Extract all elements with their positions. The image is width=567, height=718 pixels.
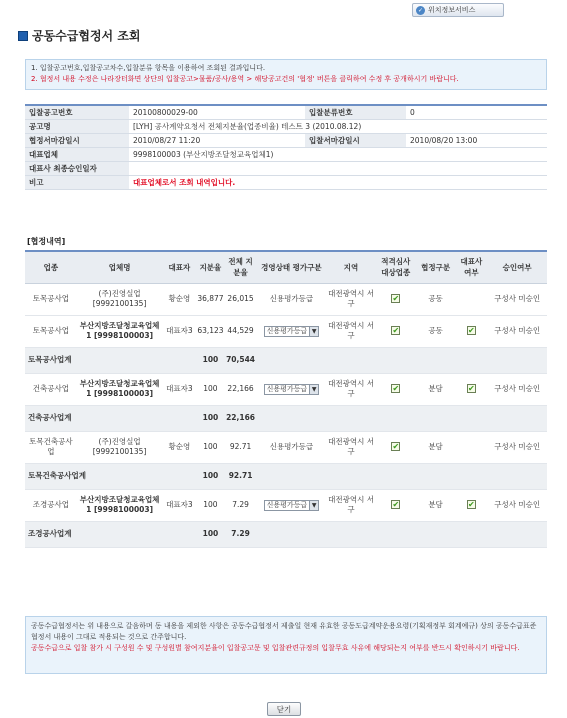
cell-is-rep bbox=[455, 315, 487, 347]
cell-is-rep bbox=[455, 431, 487, 463]
summary-table bbox=[25, 104, 547, 190]
close-button[interactable]: 닫기 bbox=[267, 702, 301, 716]
column-header: 협정구분 bbox=[416, 251, 456, 283]
qual-checkbox[interactable]: ✔ bbox=[392, 326, 400, 335]
table-header-row bbox=[25, 251, 547, 283]
cell-kind: 분담 bbox=[416, 489, 456, 521]
cell-total-share: 26,015 bbox=[225, 283, 257, 315]
cell-region: 대전광역시 서구 bbox=[326, 283, 376, 315]
eval-select-value: 신용평가등급 bbox=[266, 501, 308, 509]
subtotal-total: 70,544 bbox=[225, 347, 257, 373]
cell-total-share: 44,529 bbox=[225, 315, 257, 347]
table-row bbox=[25, 489, 547, 521]
cell-qual bbox=[376, 431, 416, 463]
table-row bbox=[25, 283, 547, 315]
cell-kind: 공동 bbox=[416, 315, 456, 347]
cell-region: 대전광역시 서구 bbox=[326, 315, 376, 347]
cell-company: 부산지방조달청교육업체1 [9998100003] bbox=[77, 315, 163, 347]
subtotal-total: 22,166 bbox=[225, 405, 257, 431]
cell-eval bbox=[257, 489, 327, 521]
table-row bbox=[25, 431, 547, 463]
column-header: 업체명 bbox=[77, 251, 163, 283]
cell-approve: 구성사 미승인 bbox=[487, 315, 547, 347]
agreement-table bbox=[25, 250, 547, 548]
rep-company-label: 대표업체 bbox=[25, 147, 129, 161]
column-header: 지분율 bbox=[196, 251, 224, 283]
rep-checkbox[interactable]: ✔ bbox=[468, 384, 475, 393]
bid-class-label: 입찰분류번호 bbox=[305, 105, 406, 119]
cell-eval bbox=[257, 315, 327, 347]
location-service-button[interactable] bbox=[412, 3, 504, 17]
cell-rep: 대표자3 bbox=[163, 489, 197, 521]
remark-label: 비고 bbox=[25, 175, 129, 189]
eval-select-value: 신용평가등급 bbox=[266, 385, 308, 393]
cell-company: 부산지방조달청교육업체1 [9998100003] bbox=[77, 373, 163, 405]
bid-no-label: 입찰공고번호 bbox=[25, 105, 129, 119]
subtotal-share: 100 bbox=[196, 405, 224, 431]
cell-industry: 토목공사업 bbox=[25, 315, 77, 347]
subtotal-label: 토목공사업계 bbox=[25, 347, 163, 373]
cell-industry: 토목건축공사업 bbox=[25, 431, 77, 463]
cell-kind: 분담 bbox=[416, 431, 456, 463]
cell-qual bbox=[376, 489, 416, 521]
column-header: 지역 bbox=[326, 251, 376, 283]
cell-qual bbox=[376, 283, 416, 315]
cell-is-rep bbox=[455, 283, 487, 315]
cell-rep: 대표자3 bbox=[163, 315, 197, 347]
cell-company: 부산지방조달청교육업체1 [9998100003] bbox=[77, 489, 163, 521]
column-header: 전체 지분율 bbox=[225, 251, 257, 283]
cell-approve: 구성사 미승인 bbox=[487, 431, 547, 463]
page-title: 공동수급협정서 조회 bbox=[32, 29, 141, 43]
eval-select[interactable] bbox=[264, 326, 320, 337]
qual-checkbox[interactable]: ✔ bbox=[392, 442, 400, 451]
cell-region: 대전광역시 서구 bbox=[326, 489, 376, 521]
table-row bbox=[25, 373, 547, 405]
subtotal-row bbox=[25, 347, 547, 373]
rep-checkbox[interactable]: ✔ bbox=[468, 326, 475, 335]
cell-industry: 토목공사업 bbox=[25, 283, 77, 315]
cell-share: 100 bbox=[196, 373, 224, 405]
notice-name-label: 공고명 bbox=[25, 119, 129, 133]
subtotal-rest bbox=[257, 405, 547, 431]
subtotal-total: 92.71 bbox=[225, 463, 257, 489]
cell-company: (주)진영실업 [9992100135] bbox=[77, 283, 163, 315]
subtotal-rest bbox=[257, 463, 547, 489]
location-service-label: 위치정보서비스 bbox=[428, 6, 476, 14]
cell-rep: 황순영 bbox=[163, 431, 197, 463]
qual-checkbox[interactable]: ✔ bbox=[392, 384, 400, 393]
subtotal-total: 7.29 bbox=[225, 521, 257, 547]
location-icon: ✓ bbox=[417, 6, 424, 14]
cell-rep: 대표자3 bbox=[163, 373, 197, 405]
eval-select[interactable] bbox=[264, 500, 320, 511]
cell-qual bbox=[376, 315, 416, 347]
subtotal-label: 토목건축공사업계 bbox=[25, 463, 163, 489]
cell-kind: 공동 bbox=[416, 283, 456, 315]
column-header: 승인여부 bbox=[487, 251, 547, 283]
info-line-2: 2. 협정서 내용 수정은 나라장터화면 상단의 입찰공고>물품/공사/용역 > 해당공고건의 '협정' 버튼을 클릭하여 수정 후 공개하시기 바랍니다. bbox=[31, 75, 459, 83]
cell-industry: 건축공사업 bbox=[25, 373, 77, 405]
bid-deadline-value: 2010/08/20 13:00 bbox=[406, 133, 547, 147]
chevron-down-icon: ▼ bbox=[309, 385, 318, 394]
cell-company: (주)진영실업 [9992100135] bbox=[77, 431, 163, 463]
subtotal-row bbox=[25, 405, 547, 431]
cell-total-share: 22,166 bbox=[225, 373, 257, 405]
cell-is-rep bbox=[455, 489, 487, 521]
table-row bbox=[25, 315, 547, 347]
info-line-1: 1. 입찰공고번호,입찰공고차수,입찰분류 항목을 이용하여 조회된 결과입니다. bbox=[31, 64, 266, 72]
chevron-down-icon: ▼ bbox=[309, 501, 318, 510]
column-header: 경영상태 평가구분 bbox=[257, 251, 327, 283]
subtotal-rest bbox=[257, 347, 547, 373]
cell-eval: 신용평가등급 bbox=[257, 431, 327, 463]
rep-company-value: 9998100003 (부산지방조달청교육업체1) bbox=[129, 147, 547, 161]
cell-eval bbox=[257, 373, 327, 405]
cell-rep: 황순영 bbox=[163, 283, 197, 315]
cell-share: 100 bbox=[196, 431, 224, 463]
notice-box bbox=[25, 616, 547, 674]
cell-share: 100 bbox=[196, 489, 224, 521]
final-approve-label: 대표사 최종승인일자 bbox=[25, 161, 129, 175]
subtotal-share: 100 bbox=[196, 521, 224, 547]
chevron-down-icon: ▼ bbox=[309, 327, 318, 336]
title-bullet-icon bbox=[18, 31, 28, 41]
subtotal-empty bbox=[163, 347, 197, 373]
subtotal-row bbox=[25, 463, 547, 489]
subtotal-rest bbox=[257, 521, 547, 547]
bid-no-value: 20100800029-00 bbox=[129, 105, 305, 119]
subtotal-empty bbox=[163, 463, 197, 489]
subtotal-label: 조경공사업계 bbox=[25, 521, 163, 547]
column-header: 업종 bbox=[25, 251, 77, 283]
subtotal-row bbox=[25, 521, 547, 547]
eval-select-value: 신용평가등급 bbox=[266, 327, 308, 335]
column-header: 대표자 bbox=[163, 251, 197, 283]
cell-qual bbox=[376, 373, 416, 405]
cell-total-share: 7.29 bbox=[225, 489, 257, 521]
notice-text-1: 공동수급협정서는 위 내용으로 갈음하며 동 내용을 제외한 사항은 공동수급협정서 제출일 현재 유효한 공동도급계약운용요령(기획재정부 회계예규) 상의 공동수급표준협정서 내용이 그대로 적용되는 것으로 간주합니다. bbox=[31, 622, 537, 641]
rep-checkbox[interactable]: ✔ bbox=[468, 500, 475, 509]
cell-eval: 신용평가등급 bbox=[257, 283, 327, 315]
notice-text-2: 공동수급으로 입찰 참가 시 구성원 수 및 구성원별 참여지분율이 입찰공고문 및 입찰관련규정의 입찰무효 사유에 해당되는지 여부를 반드시 확인하시기 바랍니다. bbox=[31, 644, 520, 652]
notice-name-value: [LYH] 공사계약요청서 전체지분율(업종비율) 테스트 3 (2010.08.12) bbox=[129, 119, 547, 133]
cell-is-rep bbox=[455, 373, 487, 405]
cell-region: 대전광역시 서구 bbox=[326, 431, 376, 463]
column-header: 적격심사 대상업종 bbox=[376, 251, 416, 283]
bid-class-value: 0 bbox=[406, 105, 547, 119]
remark-value: 대표업체로서 조회 내역입니다. bbox=[129, 175, 547, 189]
cell-share: 36,877 bbox=[196, 283, 224, 315]
cell-approve: 구성사 미승인 bbox=[487, 489, 547, 521]
info-box bbox=[25, 59, 547, 90]
cell-share: 63,123 bbox=[196, 315, 224, 347]
cell-approve: 구성사 미승인 bbox=[487, 373, 547, 405]
column-header: 대표사 여부 bbox=[455, 251, 487, 283]
bid-deadline-label: 입찰서마감일시 bbox=[305, 133, 406, 147]
final-approve-value bbox=[129, 161, 547, 175]
subtotal-empty bbox=[163, 405, 197, 431]
agree-deadline-label: 협정서마감일시 bbox=[25, 133, 129, 147]
subtotal-share: 100 bbox=[196, 463, 224, 489]
cell-industry: 조경공사업 bbox=[25, 489, 77, 521]
cell-approve: 구성사 미승인 bbox=[487, 283, 547, 315]
section-title: [협정내역] bbox=[27, 237, 66, 246]
page-title-area bbox=[18, 27, 141, 44]
subtotal-share: 100 bbox=[196, 347, 224, 373]
agree-deadline-value: 2010/08/27 11:20 bbox=[129, 133, 305, 147]
qual-checkbox[interactable]: ✔ bbox=[392, 500, 400, 509]
subtotal-label: 건축공사업계 bbox=[25, 405, 163, 431]
subtotal-empty bbox=[163, 521, 197, 547]
cell-total-share: 92.71 bbox=[225, 431, 257, 463]
cell-region: 대전광역시 서구 bbox=[326, 373, 376, 405]
qual-checkbox[interactable]: ✔ bbox=[392, 294, 400, 303]
eval-select[interactable] bbox=[264, 384, 320, 395]
cell-kind: 분담 bbox=[416, 373, 456, 405]
